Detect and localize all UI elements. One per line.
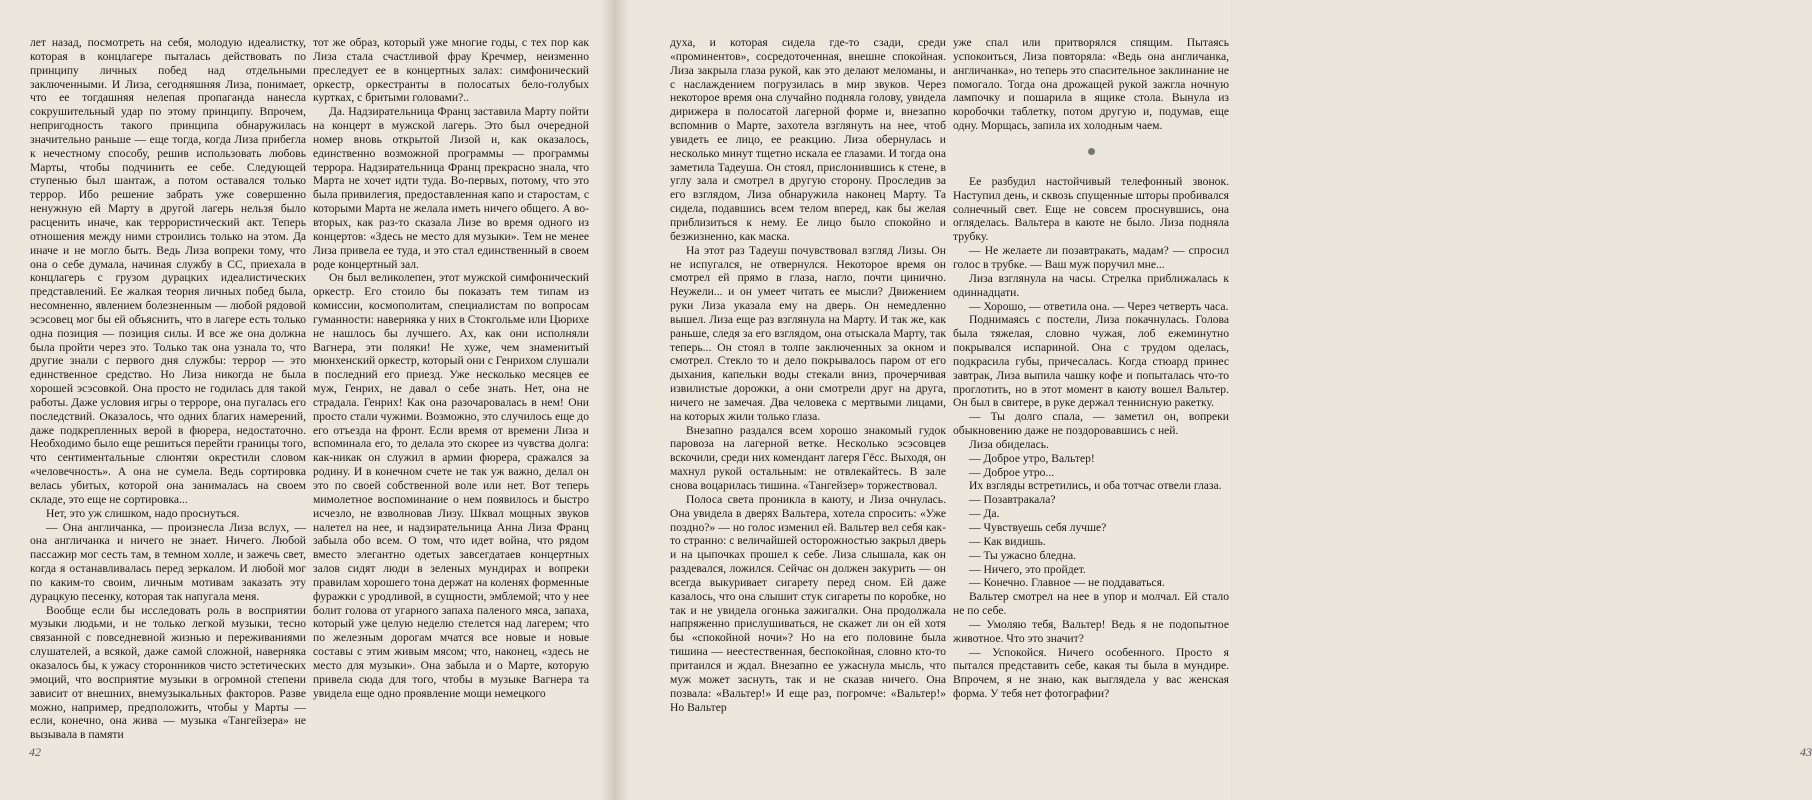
paragraph: духа, и которая сидела где-то сзади, среди «проминентов», сосредоточенная, внешне спокойная. Лиза закрыла глаза рукой, как это делают меломаны, и с наслаждением погрузилась в мир звуков. Через некоторое время она случайно подняла голову, увидела дирижера в полосатой лагерной форме и, внезапно вспомнив о Марте, захотела взглянуть на нее, чтоб увидеть ее лицо, ее реакцию. Лиза обернулась и несколько минут тщетно искала ее глазами. И тогда она заметила Тадеуша. Он стоял, прислонившись к стене, в углу зала и смотрел в другую сторону. Проследив за его взглядом, Лиза обнаружила наконец Марту. Та сидела, подавшись всем телом вперед, как бы желая приблизиться к нему. Ее лицо было спокойно и безжизненно, как маска. [670, 36, 946, 243]
paragraph: — Умоляю тебя, Вальтер! Ведь я не подопытное животное. Что это значит? [953, 617, 1229, 645]
paragraph: — Успокойся. Ничего особенного. Просто я пытался представить себе, какая ты была в мундире. Впрочем, я не знаю, как выглядела у вас женская форма. У тебя нет фотографии? [953, 645, 1229, 701]
paragraph: Полоса света проникла в каюту, и Лиза очнулась. Она увидела в дверях Вальтера, хотела спросить: «Уже поздно?» — но голос изменил ей. Вальтер вел себя как-то странно: с величайшей осторожностью закрыл дверь и на цыпочках прошел к себе. Лиза слышала, как он раздевался, ложился. Сейчас он должен закурить — он всегда выкуривает сигарету перед сном. Ей даже казалось, что она слышит стук сигареты по коробке, но так и не увидела огонька зажигалки. Она продолжала напряженно прислушиваться, не скажет ли он ей хотя бы «спокойной ночи»? Но на его половине была тишина — неестественная, беспокойная, словно кто-то притаился и ждал. Внезапно ее ужаснула мысль, что муж может заснуть, так и не сказав ничего. Она позвала: «Вальтер!» И еще раз, погромче: «Вальтер!» Но Вальтер [670, 492, 946, 714]
paragraph: Лиза взглянула на часы. Стрелка приближалась к одиннадцати. [953, 271, 1229, 299]
paragraph: — Доброе утро, Вальтер! [969, 451, 1095, 465]
paragraph: Внезапно раздался всем хорошо знакомый гудок паровоза на лагерной ветке. Несколько эсэсовцев вскочили, среди них комендант лагеря Гёсс. Выходя, он махнул рукой остальным: не отвлекайтесь. В зале снова воцарилась тишина. «Тангейзер» торжествовал. [670, 423, 946, 492]
right-column-2 [953, 36, 1229, 726]
paragraph: Их взгляды встретились, и оба тотчас отвели глаза. [969, 479, 1222, 493]
page-number-right: 43 [1800, 745, 1812, 759]
paragraph: — Не желаете ли позавтракать, мадам? — спросил голос в трубке. — Ваш муж поручил мне... [953, 244, 1229, 271]
paragraph: Да. Надзирательница Франц заставила Марту пойти на концерт в мужской лагерь. Это был очередной номер вновь открытой Лизой и, как оказалось, единственно возможной программы — программы террора. Надзирательница Франц прекрасно знала, что Марта не хочет идти туда. Во-первых, потому, что это была привилегия, предоставленная капо и старостам, с которыми Марта не желала иметь ничего общего. А во-вторых, как раз-то сказала Лизе во время одного из концертов: «Здесь не место для музыки». Тем не менее Лиза привела ее туда, и это стал единственный в своем роде концертный зал. [313, 105, 589, 271]
paragraph: уже спал или притворялся спящим. Пытаясь успокоиться, Лиза повторяла: «Ведь она англичанка, англичанка», но теперь это спасительное заклинание не помогало. Тогда она дрожащей рукой зажгла ночную лампочку и пошарила в ящике стола. Вынула из коробочки таблетку, потом другую и, подумав, еще одну. Морщась, запила их холодным чаем. [953, 36, 1229, 133]
paragraph: Он был великолепен, этот мужской симфонический оркестр. Его стоило бы показать тем типам из комиссии, космополитам, специалистам по вопросам гуманности: наверняка у них в Стокгольме или Цюрихе не нашлось бы лучшего. Ах, как они исполняли Вагнера, эти поляки! Не хуже, чем знаменитый мюнхенский оркестр, который они с Генрихом слушали в последний его приезд. Уже несколько месяцев ее муж, Генрих, не давал о себе знать. Нет, она не страдала. Генрих! Как она разочаровалась в нем! Они просто стали чужими. Возможно, это случилось еще до его отъезда на фронт. Если время от времени Лиза и вспоминала его, то делала это скорее из чувства долга: как-никак он служил в армии фюрера, сражался за родину. И в конечном счете не так уж важно, делал он это по своей собственной воле или нет. Вот теперь мимолетное воспоминание о нем появилось и быстро исчезло, не взволновав Лизу. Шквал мощных звуков налетел на нее, и надзирательница Анна Лиза Франц забыла обо всем. О том, что идет война, что рядом вместо элегантно одетых завсегдатаев концертных залов сидят люди в зеленых мундирах и вопреки правилам хорошего тона держат на коленях форменные фуражки с уродливой, в сущности, эмблемой; что у нее болит голова от угарного запаха паленого мяса, запаха, который уже целую неделю стелется над лагерем; что по железным дорогам мчатся все новые и новые составы с этим живым мясом; что, наконец, «здесь не место для музыки». Она забыла и о Марте, которую привела сюда для того, чтобы в музыке Вагнера та увидела еще одно проявление мощи немецкого [313, 271, 590, 700]
paragraph: — Как видишь. [969, 534, 1046, 548]
paragraph: — Чувствуешь себя лучше? [969, 521, 1107, 534]
paragraph: Нет, это уж слишком, надо проснуться. [46, 506, 240, 520]
paragraph: — Конечно. Главное — не поддаваться. [969, 576, 1165, 590]
book-gutter [600, 0, 630, 800]
left-column-2 [313, 36, 589, 726]
paragraph: — Ты долго спала, — заметил он, вопреки обыкновению даже не поздоровавшись с ней. [953, 410, 1229, 438]
paragraph: — Доброе утро... [969, 465, 1055, 479]
paragraph: — Ты ужасно бледна. [969, 548, 1077, 562]
paragraph: — Позавтракала? [969, 493, 1056, 507]
left-page [0, 0, 612, 800]
paragraph: тот же образ, который уже многие годы, с тех пор как Лиза стала счастливой фрау Кречмер, неизменно преследует ее в концертных залах: симфонический оркестр, оркестранты в полосатых бело-голубых куртках, с бритыми головами?.. [313, 36, 589, 105]
paragraph: Поднимаясь с постели, Лиза покачнулась. Голова была тяжелая, словно чужая, лоб ежеминутно покрывался испариной. Она с трудом оделась, подкрасила губы, причесалась. Когда стюард принес завтрак, Лиза выпила чашку кофе и попыталась что-то проглотить, но в этот момент в каюту вошел Вальтер. Он был в свитере, в руке держал теннисную ракетку. [953, 313, 1229, 410]
paragraph: — Хорошо, — ответила она. — Через четверть часа. [969, 299, 1229, 313]
paragraph: Вальтер смотрел на нее в упор и молчал. Ей стало не по себе. [953, 590, 1229, 618]
page-number-left: 42 [29, 745, 41, 759]
paragraph: — Ничего, это пройдет. [969, 562, 1086, 576]
paragraph: — Она англичанка, — произнесла Лиза вслух, — она англичанка и ничего не знает. Ничего. Любой пассажир мог сесть там, в темном холле, и зажечь свет, когда я останавливалась перед зеркалом. И любой мог по каким-то своим, личным мотивам заказать эту дурацкую песенку, которая так напугала меня. [30, 520, 306, 603]
right-column-1 [670, 36, 946, 726]
paragraph: Лиза обиделась. [969, 437, 1049, 451]
left-column-1 [30, 36, 306, 742]
paragraph: Ее разбудил настойчивый телефонный звонок. Наступил день, и сквозь спущенные шторы пробивался солнечный свет. Еще не совсем проснувшись, она огляделась. Вальтера в каюте не было. Лиза подняла трубку. [953, 174, 1229, 244]
paragraph: — Да. [969, 507, 1000, 521]
bullet-dot-icon [1088, 148, 1095, 155]
paragraph: лет назад, посмотреть на себя, молодую идеалистку, которая в концлагере пыталась действовать по принципу личных побед над отдельными заключенными. И Лиза, сегодняшняя Лиза, понимает, что ее тогдашняя нелепая пропаганда нанесла сокрушительный удар по этому принципу. Впрочем, непригодность такого принципа обнаружилась значительно раньше — еще тогда, когда Лиза прибегла к нечестному способу, решив использовать любовь Марты, чтобы подчинить ее себе. Следующей ступенью был шантаж, а потом оставался только террор. Ибо решение забрать уже совершенно ненужную ей Марту в другой лагерь нельзя было расценить иначе, как террористический акт. Теперь отношения между ними строились только на этом. Да иначе и не могло быть. Ведь Лиза вопреки тому, что она о себе думала, начиная службу в СС, приехала в концлагерь с грузом дурацких идеалистических представлений. Ее жалкая теория личных побед была, несомненно, явлением болезненным — любой рядовой эсэсовец мог бы ей объяснить, что в лагере есть только одна позиция — позиция силы. И все же она должна была пройти через это. Только так она узнала то, что другие знали с первого дня службы: террор — это единственное средство. Но Лиза никогда не была хорошей эсэсовкой. Она просто не годилась для такой работы. Даже условия игры о терроре, она пугалась его последствий. Оказалось, что одних благих намерений, даже подкрепленных верой в фюрера, недостаточно. Необходимо было еще решиться перейти границы того, что сентиментальные слюнтяи окрестили словом «человечность». А она не сумела. Ведь сортировка велась убитых, которой она занималась на своем складе, это еще не сортировка... [30, 36, 306, 506]
paragraph: Вообще если бы исследовать роль в восприятии музыки людьми, и не только легкой музыки, тесно связанной с повседневной жизнью и переживаниями слушателей, а всякой, даже самой сложной, наверняка оказалось бы, к ужасу сторонников чисто эстетических эмоций, что восприятие музыки в огромной степени зависит от внешних, внемузыкальных факторов. Разве можно, например, предположить, чтобы у Марты — если, конечно, она жива — музыка «Тангейзера» не вызывала в памяти [30, 603, 306, 742]
paragraph: На этот раз Тадеуш почувствовал взгляд Лизы. Он не испугался, не отвернулся. Некоторое время он смотрел ей прямо в глаза, нагло, почти цинично. Неужели... и он умеет читать ее мысли? Движением руки Лиза указала ему на дверь. Он немедленно вышел. Лиза еще раз взглянула на Марту. И так же, как раньше, следя за его взглядом, она отыскала Марту, так теперь... Он стоял в толпе заключенных за окном и смотрел. Стекло то и дело покрывалось паром от его дыхания, капельки воды стекали вниз, прочерчивая извилистые дорожки, а они смотрели друг на друга, ничего не замечая. Два человека с мертвыми лицами, на которых жили только глаза. [670, 243, 946, 423]
section-divider [953, 139, 1229, 165]
